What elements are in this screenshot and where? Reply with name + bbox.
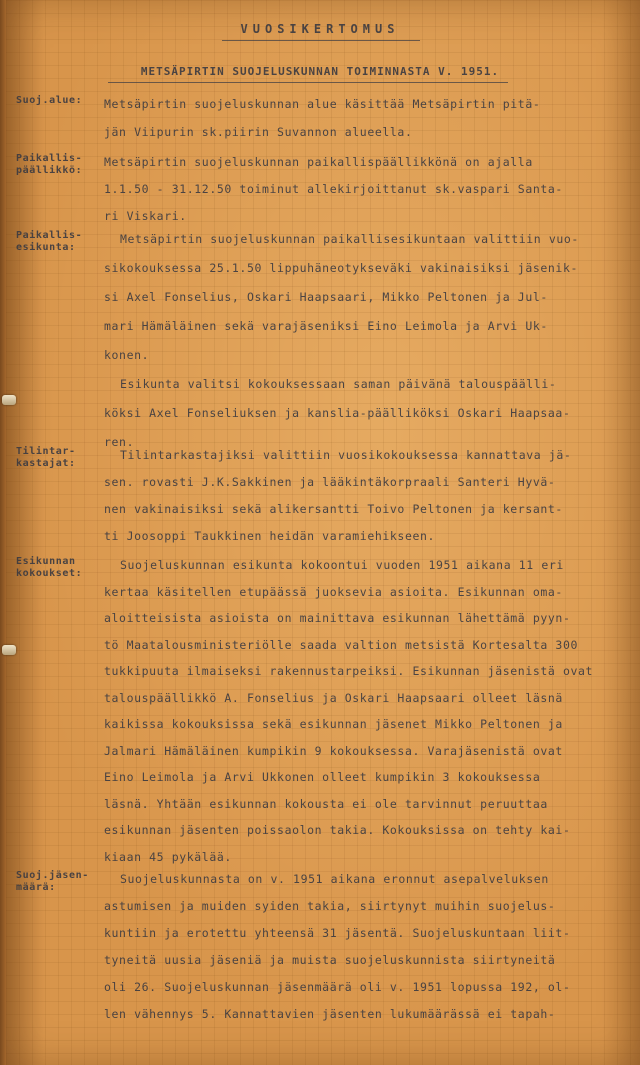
text-line: kertaa käsitellen etupäässä juoksevia asioita. Esikunnan oma- [104,584,563,599]
title-underline [222,40,420,41]
text-line: esikunnan jäsenten poissaolon takia. Kokouksissa on tehty kai- [104,823,571,837]
text-line: Suojeluskunnasta on v. 1951 aikana eronnut asepalveluksen [120,872,549,886]
document-subtitle: METSÄPIRTIN SUOJELUSKUNNAN TOIMINNASTA V. 1951. [140,65,500,78]
section-label: Paikallis-esikunta: [16,230,83,253]
text-line: aloitteisista asioista on mainittava esikunnan lähettämä pyyn- [104,611,571,625]
section-label: Paikallis-päällikkö: [16,153,83,176]
text-line: sikokouksessa 25.1.50 lippuhäneotykseväki vakinaisiksi jäsenik- [104,261,578,275]
text-line: si Axel Fonselius, Oskari Haapsaari, Mikko Peltonen ja Jul- [104,290,548,304]
text-line: Eino Leimola ja Arvi Ukkonen olleet kumpikin 3 kokouksessa [104,770,541,784]
text-line: Esikunta valitsi kokouksessaan saman päivänä talouspäälli- [120,377,557,391]
binder-clip [2,395,16,405]
text-line: talouspäällikkö A. Fonselius ja Oskari Haapsaari olleet läsnä [104,690,563,705]
text-line: tukkipuuta ilmaiseksi rakennustarpeiksi. Esikunnan jäsenistä ovat [104,664,594,678]
text-line: Tilintarkastajiksi valittiin vuosikokouksessa kannattava jä- [120,448,572,462]
text-line: astumisen ja muiden syiden takia, siirtynyt muihin suojelus- [104,899,556,913]
section-label: Tilintar-kastajat: [16,446,76,469]
text-line: kaikissa kokouksissa sekä esikunnan jäsenet Mikko Peltonen ja [104,717,563,731]
text-line: Metsäpirtin suojeluskunnan alue käsittää Metsäpirtin pitä- [104,97,541,111]
text-line: len vähennys 5. Kannattavien jäsenten lukumäärässä ei tapah- [104,1007,556,1021]
text-line: jän Viipurin sk.piirin Suvannon alueella. [104,125,413,139]
text-line: kuntiin ja erotettu yhteensä 31 jäsentä. Suojeluskuntaan liit- [104,926,571,940]
text-line: nen vakinaisiksi sekä alikersantti Toivo Peltonen ja kersant- [104,502,563,516]
binder-clip [2,645,16,655]
section-label: Suoj.alue: [16,95,83,106]
text-line: ri Viskari. [104,209,187,223]
text-line: köksi Axel Fonseliuksen ja kanslia-päälliköksi Oskari Haapsaa- [104,406,571,420]
text-line: oli 26. Suojeluskunnan jäsenmäärä oli v. 1951 lopussa 192, ol- [104,980,571,994]
text-line: mari Hämäläinen sekä varajäseniksi Eino Leimola ja Arvi Uk- [104,319,548,333]
text-line: tyneitä uusia jäseniä ja muista suojeluskunnista siirtyneitä [104,953,556,967]
section-label: Esikunnan kokoukset: [16,556,83,579]
text-line: sen. rovasti J.K.Sakkinen ja lääkintäkorpraali Santeri Hyvä- [104,475,556,489]
text-line: kiaan 45 pykälää. [104,849,232,864]
text-line: ren. [104,435,135,449]
text-line: konen. [104,348,150,362]
text-line: Jalmari Hämäläinen kumpikin 9 kokouksessa. Varajäsenistä ovat [104,743,563,758]
text-line: läsnä. Yhtään esikunnan kokousta ei ole tarvinnut peruuttaa [104,796,548,811]
section-label: Suoj.jäsen-määrä: [16,870,89,893]
text-line: Metsäpirtin suojeluskunnan paikallisesikuntaan valittiin vuo- [120,232,579,246]
text-line: Suojeluskunnan esikunta kokoontui vuoden 1951 aikana 11 eri [120,558,564,572]
subtitle-underline [108,82,508,83]
document-title: VUOSIKERTOMUS [240,22,400,36]
text-line: tö Maatalousministeriölle saada valtion metsistä Kortesalta 300 [104,637,578,652]
text-line: Metsäpirtin suojeluskunnan paikallispäällikkönä on ajalla [104,155,533,169]
text-line: 1.1.50 - 31.12.50 toiminut allekirjoittanut sk.vaspari Santa- [104,182,563,196]
text-line: ti Joosoppi Taukkinen heidän varamiehikseen. [104,529,436,543]
